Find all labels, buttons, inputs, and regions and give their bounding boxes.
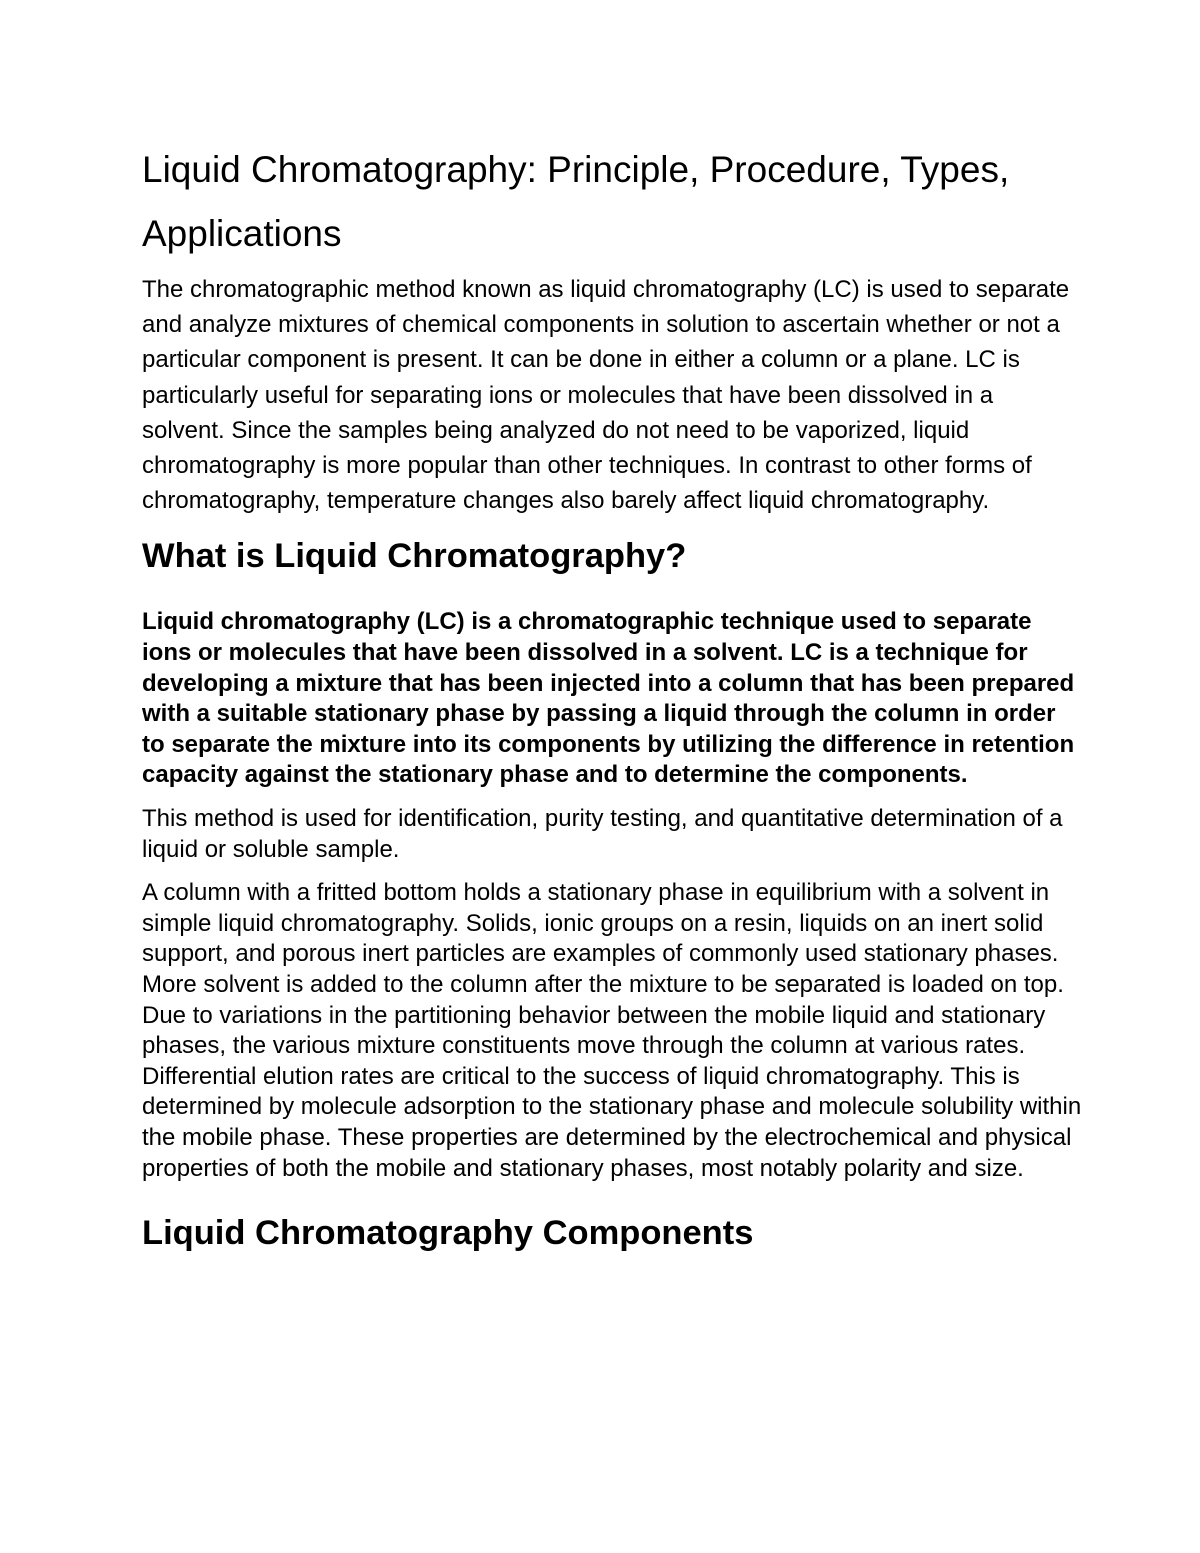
document-title: Liquid Chromatography: Principle, Procedure, Types, Applications <box>142 149 1010 254</box>
column-description-paragraph: A column with a fritted bottom holds a stationary phase in equilibrium with a solvent in simple liquid chromatography. Solids, ionic groups on a resin, liquids on an inert solid support, and porous inert particles are examples of commonly used stationary phases. More solvent is added to the column after the mixture to be separated is loaded on top. Due to variations in the partitioning behavior between the mobile liquid and stationary phases, the various mixture constituents move through the column at various rates. Differential elution rates are critical to the success of liquid chromatography. This is determined by molecule adsorption to the stationary phase and molecule solubility within the mobile phase. These properties are determined by the electrochemical and physical properties of both the mobile and stationary phases, most notably polarity and size. <box>142 879 1082 1182</box>
section-heading-what-is-lc: What is Liquid Chromatography? <box>142 537 687 576</box>
section-heading-components: Liquid Chromatography Components <box>142 1214 754 1253</box>
document-page <box>142 138 1082 1253</box>
intro-paragraph: The chromatographic method known as liquid chromatography (LC) is used to separate and analyze mixtures of chemical components in solution to ascertain whether or not a particular component is present. It can be done in either a column or a plane. LC is particularly useful for separating ions or molecules that have been dissolved in a solvent. Since the samples being analyzed do not need to be vaporized, liquid chromatography is more popular than other techniques. In contrast to other forms of chromatography, temperature changes also barely affect liquid chromatography. <box>142 276 1070 515</box>
definition-paragraph: Liquid chromatography (LC) is a chromatographic technique used to separate ions or molecules that have been dissolved in a solvent. LC is a technique for developing a mixture that has been injected into a column that has been prepared with a suitable stationary phase by passing a liquid through the column in order to separate the mixture into its components by utilizing the difference in retention capacity against the stationary phase and to determine the components. <box>142 608 1075 789</box>
method-use-paragraph: This method is used for identification, purity testing, and quantitative determination of a liquid or soluble sample. <box>142 804 1063 863</box>
